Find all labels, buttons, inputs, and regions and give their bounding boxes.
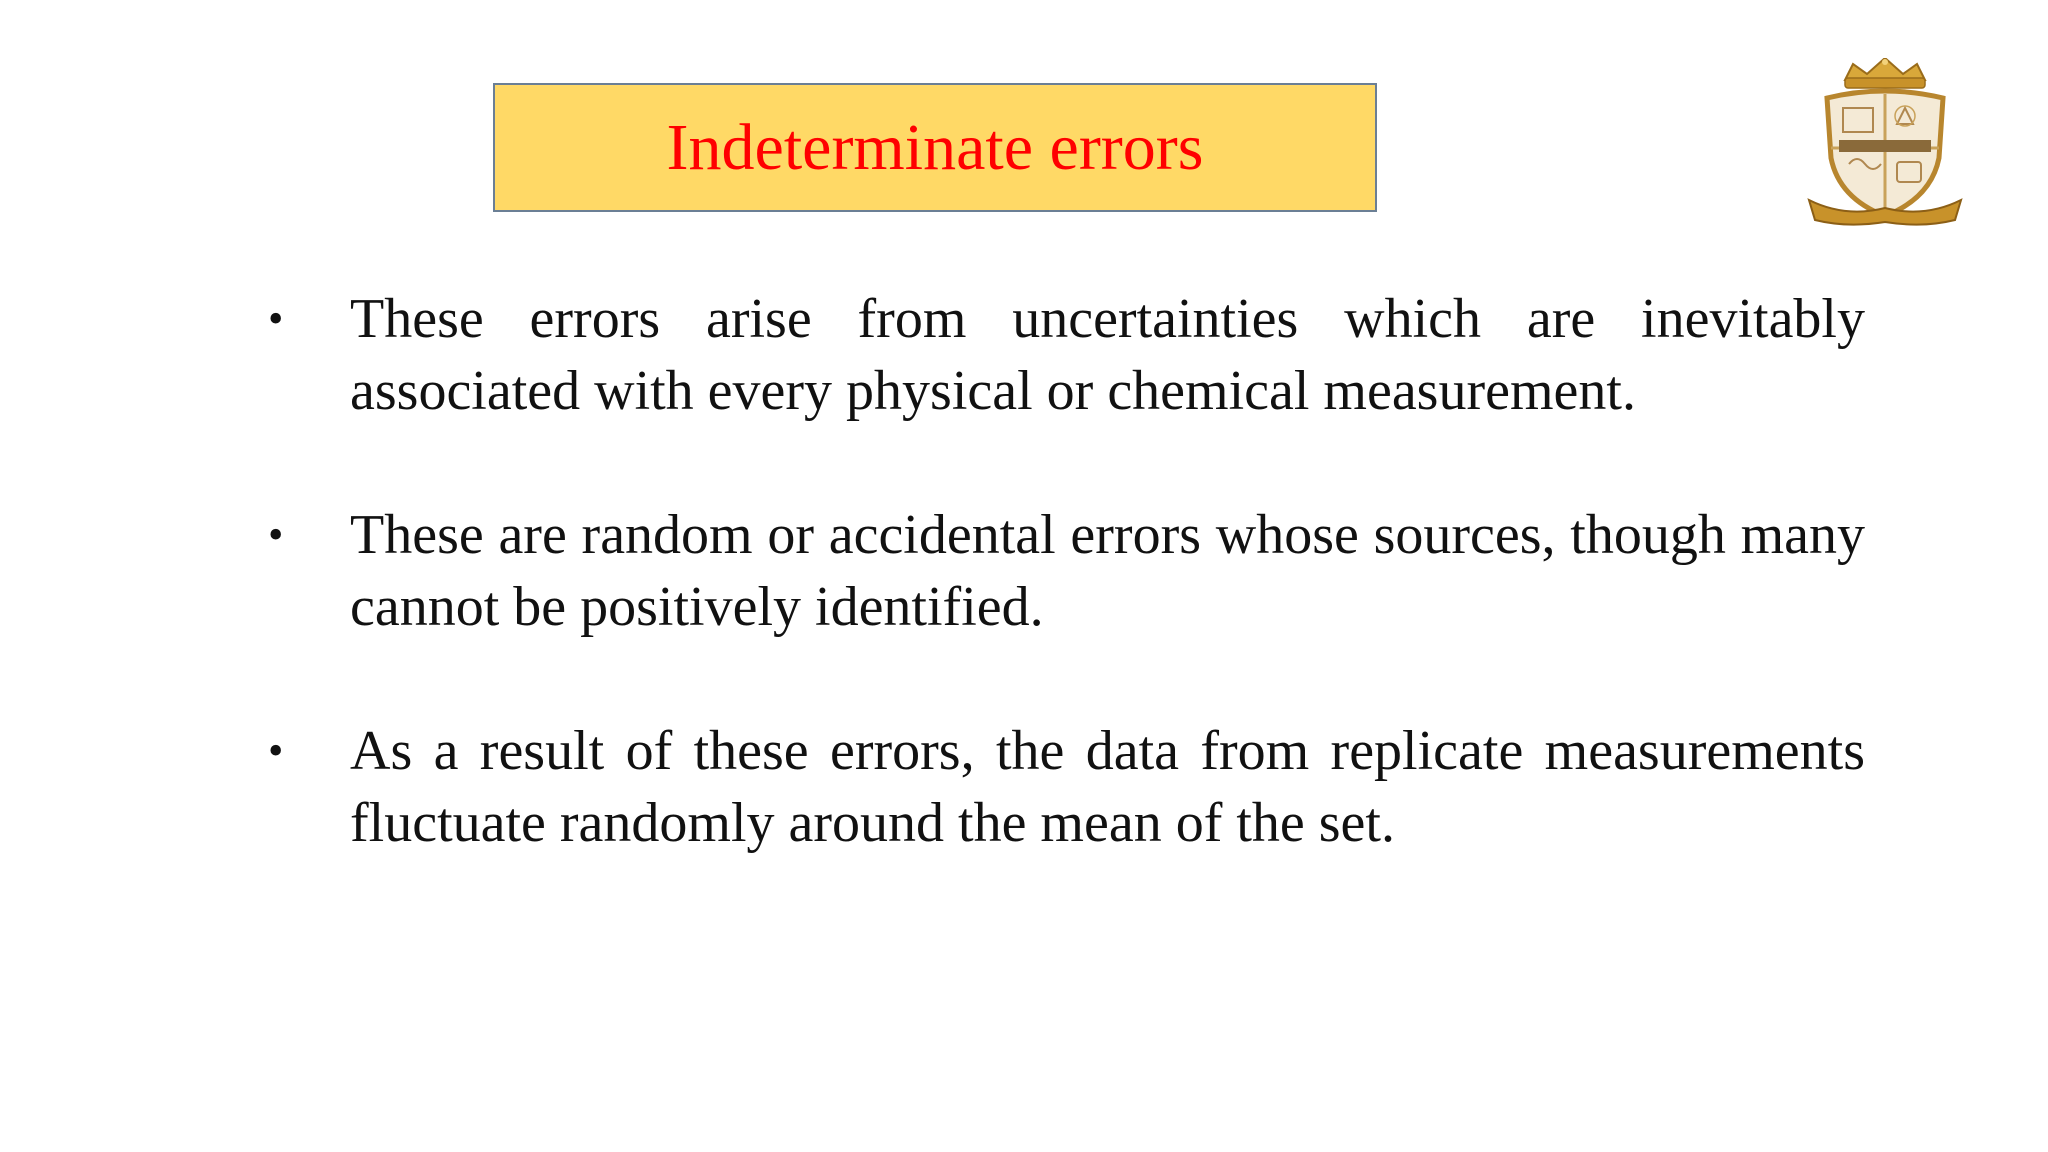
list-item: [260, 283, 1865, 427]
slide-title: Indeterminate errors: [666, 110, 1204, 184]
title-box: [493, 83, 1377, 212]
bullet-marker: •: [268, 510, 284, 559]
bullet-text: These are random or accidental errors whose sources, though many cannot be positively identified.: [350, 504, 1865, 638]
bullet-text: As a result of these errors, the data from replicate measurements fluctuate randomly around the mean of the set.: [350, 720, 1865, 854]
bullet-text: These errors arise from uncertainties which are inevitably associated with every physical or chemical measurement.: [350, 288, 1865, 422]
college-crest-logo: [1805, 58, 1965, 228]
list-item: [260, 499, 1865, 643]
bullet-marker: •: [268, 726, 284, 775]
bullet-list: [260, 283, 1865, 931]
list-item: [260, 715, 1865, 859]
bullet-marker: •: [268, 294, 284, 343]
